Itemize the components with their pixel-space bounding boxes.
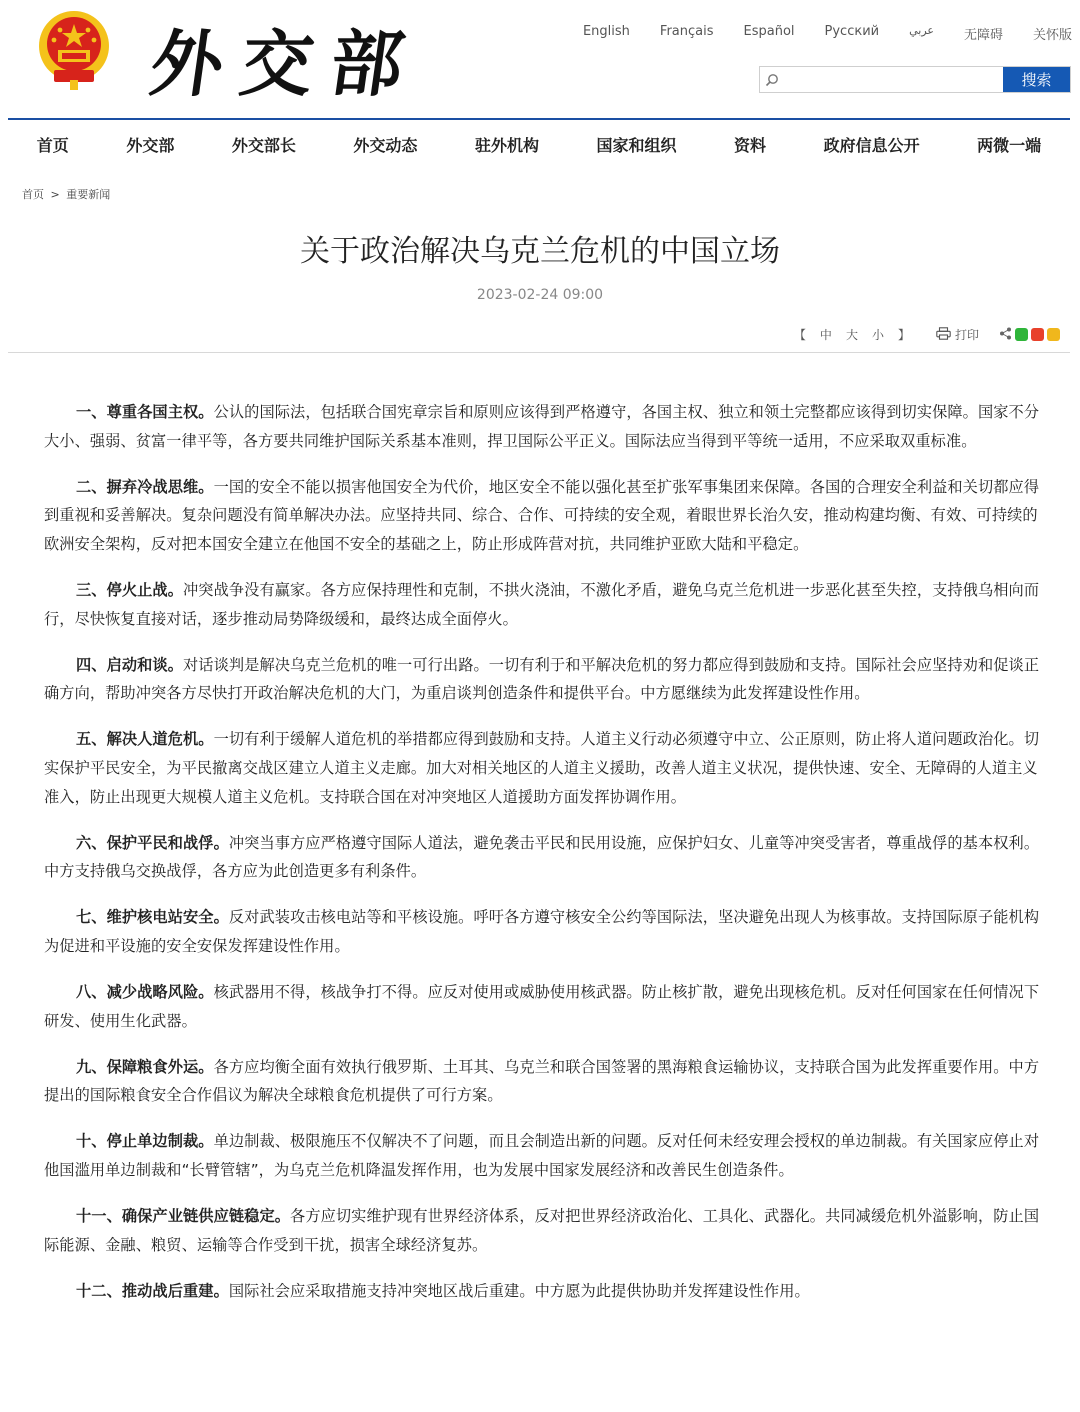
paragraph-text: 国际社会应采取措施支持冲突地区战后重建。中方愿为此提供协助并发挥建设性作用。 [228,1281,810,1300]
paragraph [44,576,1040,633]
ministry-logo-text[interactable]: 外交部 [145,21,428,106]
paragraph-text: 对话谈判是解决乌克兰危机的唯一可行出路。一切有利于和平解决危机的努力都应得到鼓励和支持。国际社会应坚持劝和促谈正确方向，帮助冲突各方尽快打开政治解决危机的大门，为重启谈判创造条件和提供平台。中方愿继续为此发挥建设性作用。 [44,655,1040,703]
search-button[interactable]: 搜索 [1003,67,1070,92]
nav-missions-abroad[interactable]: 驻外机构 [474,135,539,155]
paragraph [44,398,1040,455]
breadcrumb-section-link[interactable]: 重要新闻 [66,188,111,201]
paragraph-text: 公认的国际法，包括联合国宪章宗旨和原则应该得到严格遵守，各国主权、独立和领土完整都应该得到切实保障。国家不分大小、强弱、贫富一律平等，各方要共同维护国际关系基本准则，捍卫国际公平正义。国际法应当得到平等统一适用，不应采取双重标准。 [44,403,1040,450]
font-size-bracket-open: 【 [793,328,806,342]
paragraph-text: 各方应切实维护现有世界经济体系，反对把世界经济政治化、工具化、武器化。共同减缓危机外溢影响，防止国际能源、金融、粮贸、运输等合作受到干扰，损害全球经济复苏。 [44,1207,1040,1254]
article-date: 2023-02-24 09:00 [476,287,604,303]
header-divider [8,118,1070,120]
font-size-small-button[interactable]: 小 [871,328,884,342]
search-input[interactable] [784,67,1003,92]
nav-minister[interactable]: 外交部长 [231,135,296,155]
paragraph [44,1202,1040,1259]
printer-icon [936,327,951,343]
paragraph-text: 冲突当事方应严格遵守国际人道法，避免袭击平民和民用设施，应保护妇女、儿童等冲突受害者，尊重战俘的基本权利。中方支持俄乌交换战俘，各方应为此创造更多有利条件。 [44,833,1040,881]
paragraph-heading: 十一、确保产业链供应链稳定。 [76,1207,291,1226]
search-box [759,66,1071,93]
print-label: 打印 [954,328,979,342]
breadcrumb-home-link[interactable]: 首页 [22,188,44,201]
paragraph [44,1277,1040,1306]
share-icon[interactable] [999,327,1012,343]
paragraph-text: 一切有利于缓解人道危机的举措都应得到鼓励和支持。人道主义行动必须遵守中立、公正原则，防止将人道问题政治化。切实保护平民安全，为平民撤离交战区建立人道主义走廊。加大对相关地区的人道主义援助，改善人道主义状况，提供快速、安全、无障碍的人道主义准入，防止出现更大规模人道主义危机。支持联合国在对冲突地区人道援助方面发挥协调作用。 [44,730,1040,806]
accessibility-link[interactable]: 无障碍 [963,28,1003,43]
paragraph-heading: 一、尊重各国主权。 [76,403,214,421]
paragraph-text: 核武器用不得，核战争打不得。应反对使用或威胁使用核武器。防止核扩散，避免出现核危机。反对任何国家在任何情况下研发、使用生化武器。 [44,983,1040,1030]
breadcrumb [22,186,113,202]
paragraph [44,473,1040,559]
paragraph-text: 单边制裁、极限施压不仅解决不了问题，而且会制造出新的问题。反对任何未经安理会授权的单边制裁。有关国家应停止对他国滥用单边制裁和“长臂管辖”，为乌克兰危机降温发挥作用，也为发展中国家发展经济和改善民生创造条件。 [44,1132,1040,1179]
elderly-mode-link[interactable]: 关怀版 [1032,28,1072,43]
font-size-bracket-close: 】 [897,328,910,342]
qzone-icon[interactable] [1047,328,1060,341]
print-button[interactable] [936,326,979,343]
paragraph-heading: 三、停火止战。 [76,580,184,599]
paragraph-heading: 十、停止单边制裁。 [76,1132,214,1151]
lang-french-link[interactable]: Français [659,24,714,39]
nav-home[interactable]: 首页 [36,135,69,155]
paragraph [44,903,1040,960]
main-nav [8,124,1070,164]
paragraph-heading: 五、解决人道危机。 [76,730,214,749]
paragraph-heading: 九、保障粮食外运。 [76,1057,214,1076]
content-divider [8,352,1070,353]
nav-resources[interactable]: 资料 [734,135,767,155]
article-tools [794,326,1060,343]
paragraph-text: 一国的安全不能以损害他国安全为代价，地区安全不能以强化甚至扩张军事集团来保障。各国的合理安全利益和关切都应得到重视和妥善解决。复杂问题没有简单解决办法。应坚持共同、综合、合作、可持续的安全观，着眼世界长治久安，推动构建均衡、有效、可持续的欧洲安全架构，反对把本国安全建立在他国不安全的基础之上，防止形成阵营对抗，共同维护亚欧大陆和平稳定。 [44,477,1040,553]
article-title: 关于政治解决乌克兰危机的中国立场 [300,234,780,269]
wechat-icon[interactable] [1015,328,1028,341]
nav-countries-organizations[interactable]: 国家和组织 [596,135,677,155]
lang-russian-link[interactable]: Русский [824,24,880,39]
paragraph-text: 冲突战争没有赢家。各方应保持理性和克制，不拱火浇油，不激化矛盾，避免乌克兰危机进一步恶化甚至失控，支持俄乌相向而行，尽快恢复直接对话，逐步推动局势降级缓和，最终达成全面停火。 [44,580,1040,628]
language-links [553,24,1072,43]
nav-social-media[interactable]: 两微一端 [977,135,1042,155]
header [0,0,1080,118]
weibo-icon[interactable] [1031,328,1044,341]
font-size-large-button[interactable]: 大 [845,328,858,342]
nav-ministry[interactable]: 外交部 [126,135,175,155]
paragraph-heading: 六、保护平民和战俘。 [76,833,229,852]
search-icon [760,67,784,92]
paragraph [44,1053,1040,1110]
paragraph-heading: 十二、推动战后重建。 [76,1281,229,1300]
paragraph-heading: 四、启动和谈。 [76,655,184,674]
paragraph [44,725,1040,811]
article-body [44,398,1040,1323]
paragraph-text: 各方应均衡全面有效执行俄罗斯、土耳其、乌克兰和联合国签署的黑海粮食运输协议，支持联合国为此发挥重要作用。中方提出的国际粮食安全合作倡议为解决全球粮食危机提供了可行方案。 [44,1057,1040,1105]
paragraph [44,651,1040,708]
share-bar [999,327,1060,343]
lang-arabic-link[interactable]: عربي [909,24,934,37]
paragraph [44,1127,1040,1184]
breadcrumb-separator: > [50,188,60,201]
nav-government-info[interactable]: 政府信息公开 [823,135,920,155]
national-emblem-icon[interactable] [36,10,112,90]
nav-diplomatic-news[interactable]: 外交动态 [353,135,418,155]
paragraph-text: 反对武装攻击核电站等和平核设施。呼吁各方遵守核安全公约等国际法，坚决避免出现人为核事故。支持国际原子能机构为促进和平设施的安全安保发挥建设性作用。 [44,908,1040,955]
lang-spanish-link[interactable]: Español [743,24,795,39]
font-size-selector [794,326,910,343]
paragraph [44,829,1040,886]
paragraph-heading: 八、减少战略风险。 [76,983,214,1001]
paragraph [44,978,1040,1035]
lang-english-link[interactable]: English [582,24,630,39]
font-size-medium-button[interactable]: 中 [819,328,832,342]
paragraph-heading: 七、维护核电站安全。 [76,908,229,927]
paragraph-heading: 二、摒弃冷战思维。 [76,477,214,496]
